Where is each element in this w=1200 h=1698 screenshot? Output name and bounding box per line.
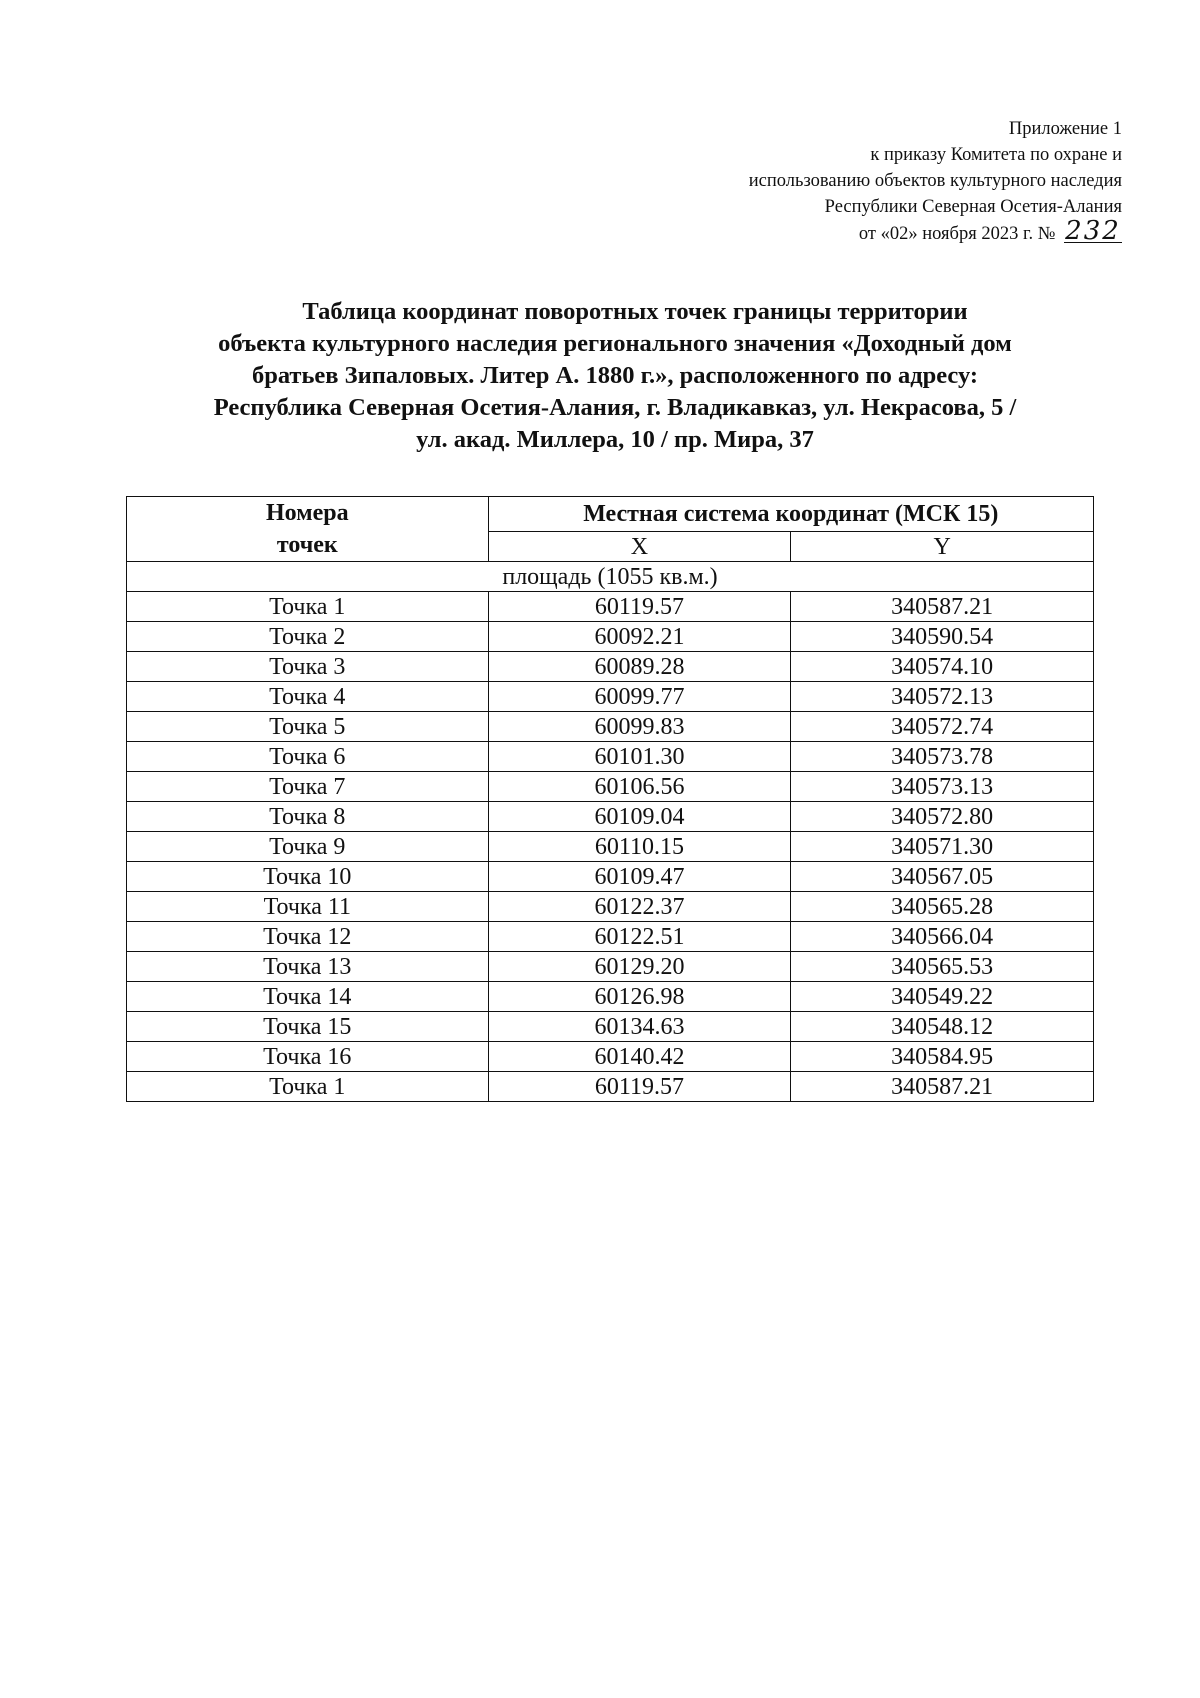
point-name-cell: Точка 8 xyxy=(127,802,489,832)
title-line-2: объекта культурного наследия регионального значения «Доходный дом xyxy=(218,330,1012,357)
document-title xyxy=(110,296,1120,456)
y-coordinate-cell: 340572.74 xyxy=(791,712,1094,742)
point-name-cell: Точка 1 xyxy=(127,1072,489,1102)
y-coordinate-cell: 340565.28 xyxy=(791,892,1094,922)
header-point-numbers-line-1: Номера xyxy=(266,500,349,526)
appendix-date-line xyxy=(562,216,1122,247)
y-coordinate-cell: 340587.21 xyxy=(791,592,1094,622)
point-name-cell: Точка 3 xyxy=(127,652,489,682)
table-row xyxy=(127,982,1094,1012)
table-row xyxy=(127,862,1094,892)
area-label: площадь (1055 кв.м.) xyxy=(127,562,1094,592)
point-name-cell: Точка 2 xyxy=(127,622,489,652)
point-name-cell: Точка 14 xyxy=(127,982,489,1012)
x-coordinate-cell: 60122.37 xyxy=(488,892,791,922)
point-name-cell: Точка 12 xyxy=(127,922,489,952)
x-coordinate-cell: 60119.57 xyxy=(488,592,791,622)
y-coordinate-cell: 340565.53 xyxy=(791,952,1094,982)
title-line-1: Таблица координат поворотных точек границы территории xyxy=(302,298,968,325)
table-row xyxy=(127,622,1094,652)
point-name-cell: Точка 1 xyxy=(127,592,489,622)
x-coordinate-cell: 60126.98 xyxy=(488,982,791,1012)
appendix-line-4: Республики Северная Осетия-Алания xyxy=(824,197,1122,217)
header-point-numbers xyxy=(127,497,489,562)
table-row xyxy=(127,1012,1094,1042)
table-row xyxy=(127,652,1094,682)
point-name-cell: Точка 13 xyxy=(127,952,489,982)
title-line-3: братьев Зипаловых. Литер А. 1880 г.», расположенного по адресу: xyxy=(251,362,979,389)
table-row xyxy=(127,742,1094,772)
y-coordinate-cell: 340573.13 xyxy=(791,772,1094,802)
table-row xyxy=(127,952,1094,982)
header-coordinate-system: Местная система координат (МСК 15) xyxy=(488,497,1093,532)
appendix-line-3: использованию объектов культурного наследия xyxy=(748,171,1122,191)
header-y: Y xyxy=(791,532,1094,562)
header-point-numbers-line-2: точек xyxy=(276,532,338,558)
table-row xyxy=(127,832,1094,862)
y-coordinate-cell: 340587.21 xyxy=(791,1072,1094,1102)
table-row xyxy=(127,592,1094,622)
x-coordinate-cell: 60089.28 xyxy=(488,652,791,682)
title-line-5: ул. акад. Миллера, 10 / пр. Мира, 37 xyxy=(416,426,814,453)
x-coordinate-cell: 60119.57 xyxy=(488,1072,791,1102)
y-coordinate-cell: 340590.54 xyxy=(791,622,1094,652)
x-coordinate-cell: 60099.83 xyxy=(488,712,791,742)
x-coordinate-cell: 60140.42 xyxy=(488,1042,791,1072)
x-coordinate-cell: 60092.21 xyxy=(488,622,791,652)
header-x: X xyxy=(488,532,791,562)
table-row xyxy=(127,802,1094,832)
point-name-cell: Точка 6 xyxy=(127,742,489,772)
appendix-header xyxy=(562,116,1122,247)
x-coordinate-cell: 60106.56 xyxy=(488,772,791,802)
point-name-cell: Точка 15 xyxy=(127,1012,489,1042)
table-row xyxy=(127,682,1094,712)
point-name-cell: Точка 11 xyxy=(127,892,489,922)
x-coordinate-cell: 60109.47 xyxy=(488,862,791,892)
y-coordinate-cell: 340548.12 xyxy=(791,1012,1094,1042)
x-coordinate-cell: 60129.20 xyxy=(488,952,791,982)
point-name-cell: Точка 16 xyxy=(127,1042,489,1072)
coordinates-table xyxy=(126,496,1094,1102)
x-coordinate-cell: 60134.63 xyxy=(488,1012,791,1042)
handwritten-order-number: 232 xyxy=(1065,216,1121,246)
table-row xyxy=(127,922,1094,952)
y-coordinate-cell: 340572.80 xyxy=(791,802,1094,832)
point-name-cell: Точка 10 xyxy=(127,862,489,892)
y-coordinate-cell: 340573.78 xyxy=(791,742,1094,772)
y-coordinate-cell: 340572.13 xyxy=(791,682,1094,712)
y-coordinate-cell: 340567.05 xyxy=(791,862,1094,892)
point-name-cell: Точка 9 xyxy=(127,832,489,862)
appendix-date-prefix: от «02» ноября 2023 г. № xyxy=(858,224,1056,244)
table-row xyxy=(127,892,1094,922)
x-coordinate-cell: 60122.51 xyxy=(488,922,791,952)
appendix-line-1: Приложение 1 xyxy=(1008,119,1122,139)
y-coordinate-cell: 340584.95 xyxy=(791,1042,1094,1072)
table-row xyxy=(127,1042,1094,1072)
x-coordinate-cell: 60110.15 xyxy=(488,832,791,862)
point-name-cell: Точка 4 xyxy=(127,682,489,712)
y-coordinate-cell: 340549.22 xyxy=(791,982,1094,1012)
x-coordinate-cell: 60099.77 xyxy=(488,682,791,712)
table-row xyxy=(127,712,1094,742)
y-coordinate-cell: 340566.04 xyxy=(791,922,1094,952)
y-coordinate-cell: 340574.10 xyxy=(791,652,1094,682)
table-row xyxy=(127,1072,1094,1102)
point-name-cell: Точка 7 xyxy=(127,772,489,802)
x-coordinate-cell: 60109.04 xyxy=(488,802,791,832)
y-coordinate-cell: 340571.30 xyxy=(791,832,1094,862)
point-name-cell: Точка 5 xyxy=(127,712,489,742)
appendix-line-2: к приказу Комитета по охране и xyxy=(870,145,1122,165)
title-line-4: Республика Северная Осетия-Алания, г. Владикавказ, ул. Некрасова, 5 / xyxy=(213,394,1017,421)
table-row xyxy=(127,772,1094,802)
x-coordinate-cell: 60101.30 xyxy=(488,742,791,772)
